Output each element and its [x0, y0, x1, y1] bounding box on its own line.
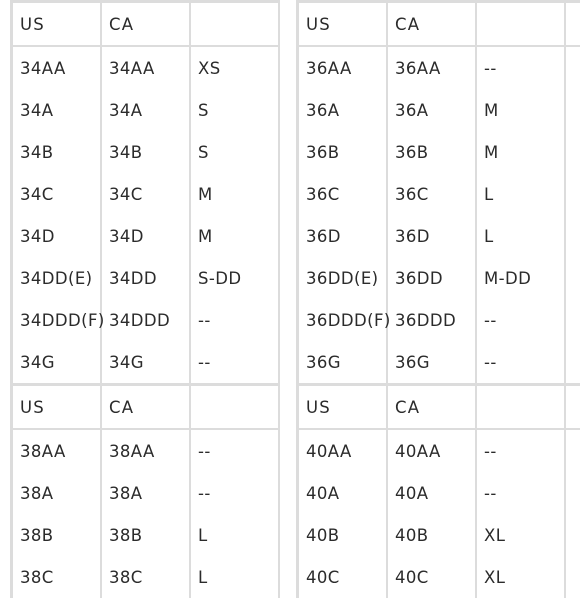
table-row [13, 47, 280, 89]
cell-ca: 40C [388, 556, 477, 598]
table-row [13, 430, 280, 472]
cell-us: 40B [299, 514, 388, 556]
cell-us: 34DDD(F) [13, 299, 102, 341]
cell-ca: 36B [388, 131, 477, 173]
cell-size: -- [191, 430, 280, 472]
cell-ca: 36A [388, 89, 477, 131]
cell-size: -- [477, 430, 566, 472]
cell-ca: 34B [102, 131, 191, 173]
header-ca: CA [388, 386, 477, 428]
header-row [13, 386, 280, 430]
cell-size: -- [191, 299, 280, 341]
header-row [299, 3, 580, 47]
cell-ca: 36DD [388, 257, 477, 299]
cell-size: M [191, 173, 280, 215]
cell-ca: 34DDD [102, 299, 191, 341]
cell-us: 36DD(E) [299, 257, 388, 299]
table-row [299, 173, 580, 215]
cell-size: -- [477, 299, 566, 341]
header-size [477, 386, 566, 428]
cell-ca: 34DD [102, 257, 191, 299]
cell-size: -- [477, 47, 566, 89]
cell-size: -- [477, 472, 566, 514]
cell-us: 34G [13, 341, 102, 383]
size-table-40 [296, 383, 580, 598]
cell-size: S [191, 131, 280, 173]
header-ca: CA [388, 3, 477, 45]
table-row [13, 131, 280, 173]
cell-size: L [477, 215, 566, 257]
cell-size: M [477, 89, 566, 131]
header-ca: CA [102, 3, 191, 45]
cell-us: 38B [13, 514, 102, 556]
table-row [299, 131, 580, 173]
size-table-34 [10, 0, 280, 383]
cell-size: S [191, 89, 280, 131]
cell-us: 40AA [299, 430, 388, 472]
cell-us: 36D [299, 215, 388, 257]
cell-ca: 36D [388, 215, 477, 257]
table-row [299, 47, 580, 89]
table-row [13, 341, 280, 383]
header-us: US [13, 386, 102, 428]
cell-size: M-DD [477, 257, 566, 299]
table-row [299, 472, 580, 514]
cell-us: 36AA [299, 47, 388, 89]
cell-ca: 34G [102, 341, 191, 383]
size-table-38 [10, 383, 280, 598]
cell-size: -- [191, 341, 280, 383]
cell-ca: 34D [102, 215, 191, 257]
cell-us: 40A [299, 472, 388, 514]
cell-us: 34C [13, 173, 102, 215]
cell-size: M [477, 131, 566, 173]
header-size [191, 3, 280, 45]
size-table-36 [296, 0, 580, 383]
cell-ca: 36AA [388, 47, 477, 89]
table-row [13, 257, 280, 299]
header-us: US [13, 3, 102, 45]
cell-us: 34AA [13, 47, 102, 89]
cell-ca: 34A [102, 89, 191, 131]
table-row [13, 89, 280, 131]
cell-us: 38A [13, 472, 102, 514]
table-row [13, 556, 280, 598]
table-row [13, 514, 280, 556]
table-row [13, 299, 280, 341]
table-row [13, 215, 280, 257]
cell-ca: 38A [102, 472, 191, 514]
cell-us: 36B [299, 131, 388, 173]
cell-us: 34DD(E) [13, 257, 102, 299]
cell-size: L [191, 514, 280, 556]
cell-size: -- [191, 472, 280, 514]
cell-size: XL [477, 556, 566, 598]
cell-ca: 36C [388, 173, 477, 215]
table-row [299, 257, 580, 299]
table-row [299, 89, 580, 131]
header-size [477, 3, 566, 45]
header-us: US [299, 3, 388, 45]
table-row [13, 173, 280, 215]
cell-size: XS [191, 47, 280, 89]
cell-ca: 38AA [102, 430, 191, 472]
header-row [299, 386, 580, 430]
cell-size: L [191, 556, 280, 598]
cell-size: S-DD [191, 257, 280, 299]
cell-us: 34B [13, 131, 102, 173]
table-row [299, 430, 580, 472]
cell-ca: 38B [102, 514, 191, 556]
header-ca: CA [102, 386, 191, 428]
cell-us: 38AA [13, 430, 102, 472]
table-row [299, 215, 580, 257]
table-row [299, 341, 580, 383]
cell-us: 40C [299, 556, 388, 598]
cell-ca: 40A [388, 472, 477, 514]
table-row [299, 556, 580, 598]
cell-size: XL [477, 514, 566, 556]
cell-size: -- [477, 341, 566, 383]
cell-us: 34A [13, 89, 102, 131]
header-row [13, 3, 280, 47]
cell-ca: 38C [102, 556, 191, 598]
cell-ca: 34AA [102, 47, 191, 89]
header-us: US [299, 386, 388, 428]
cell-size: L [477, 173, 566, 215]
table-row [299, 299, 580, 341]
cell-us: 36A [299, 89, 388, 131]
cell-ca: 40AA [388, 430, 477, 472]
header-size [191, 386, 280, 428]
cell-ca: 36DDD [388, 299, 477, 341]
cell-us: 36C [299, 173, 388, 215]
cell-us: 36DDD(F) [299, 299, 388, 341]
cell-ca: 40B [388, 514, 477, 556]
cell-us: 38C [13, 556, 102, 598]
cell-us: 36G [299, 341, 388, 383]
cell-ca: 36G [388, 341, 477, 383]
table-row [299, 514, 580, 556]
cell-size: M [191, 215, 280, 257]
table-row [13, 472, 280, 514]
cell-us: 34D [13, 215, 102, 257]
cell-ca: 34C [102, 173, 191, 215]
